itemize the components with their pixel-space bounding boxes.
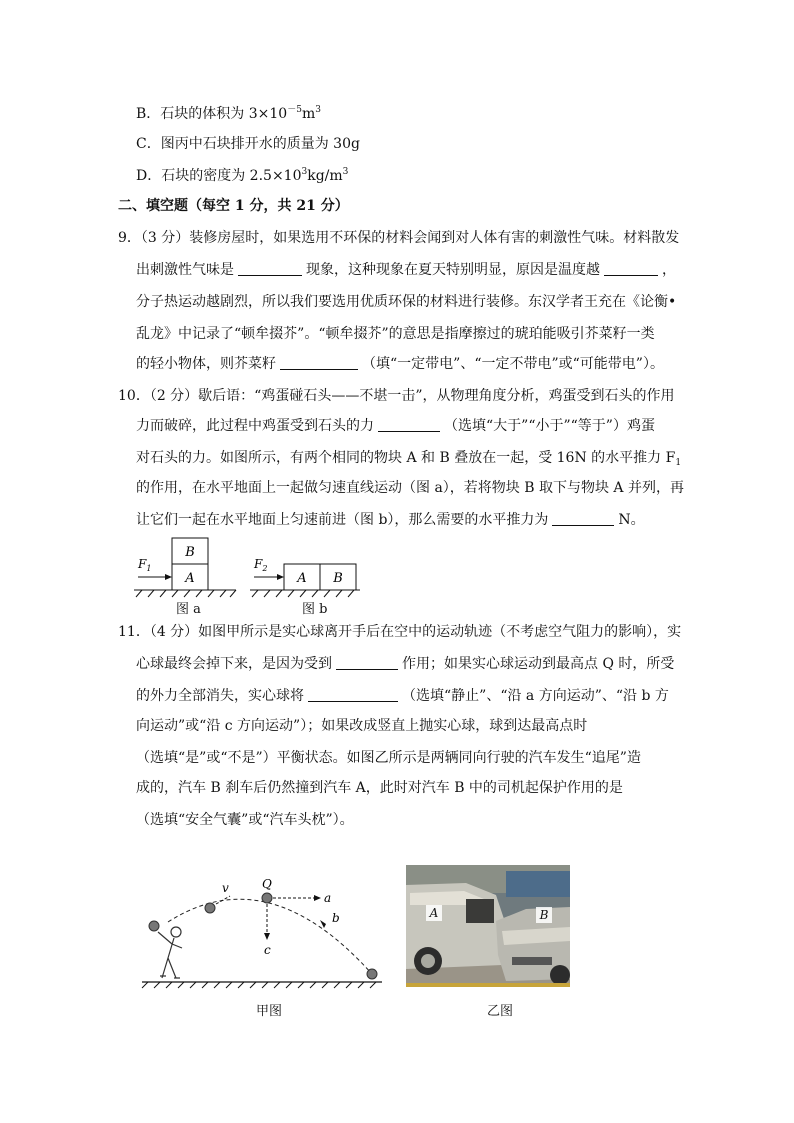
thrower-figure [158, 927, 182, 978]
q10-line-4: 的作用，在水平地面上一起做匀速直线运动（图 a），若将物块 B 取下与物块 A 并列，再 [136, 480, 684, 496]
label-car-b: B [539, 908, 549, 922]
q11-blank-2[interactable] [308, 687, 398, 702]
caption-figure-b: 图 b [302, 602, 328, 617]
q9-blank-3[interactable] [280, 355, 358, 370]
ball-in-hand [149, 921, 159, 931]
label-f1: $F_1$ [138, 557, 152, 573]
ball-at-q [262, 893, 272, 903]
ground-hatch-a [136, 590, 236, 597]
q11-line-7: （选填“安全气囊”或“汽车头枕”）。 [136, 812, 354, 828]
label-a-b: A [297, 571, 307, 586]
ball-moving [205, 903, 215, 913]
ground-hatch-b [252, 590, 354, 597]
ball-landed [367, 969, 377, 979]
collision-photo-drawing [406, 865, 570, 987]
q10-blank-2[interactable] [552, 511, 614, 526]
option-d-text: D．石块的密度为 2.5×10 [136, 168, 302, 184]
q11-line-3: 的外力全部消失，实心球将 （选填“静止”、“沿 a 方向运动”、“沿 b 方 [136, 688, 669, 704]
q9-line-2: 出刺激性气味是 现象，这种现象在夏天特别明显，原因是温度越 ， [136, 262, 676, 278]
section-title: 二、填空题（每空 1 分，共 21 分） [118, 198, 349, 214]
label-a-dir: a [324, 891, 332, 905]
arrow-head-icon [165, 574, 172, 580]
block-figures [130, 534, 370, 598]
q11-line-2: 心球最终会掉下来，是因为受到 作用；如果实心球运动到最高点 Q 时，所受 [136, 656, 675, 672]
q11-line-4: 向运动”或“沿 c 方向运动”）；如果改成竖直上抛实心球，球到达最高点时 [136, 718, 588, 734]
q11-line-5: （选填“是”或“不是”）平衡状态。如图乙所示是两辆同向行驶的汽车发生“追尾”造 [136, 750, 641, 766]
q10-blank-1[interactable] [378, 417, 440, 432]
collision-photo [406, 865, 570, 987]
label-a: A [185, 571, 195, 586]
q10-line-2: 力而破碎，此过程中鸡蛋受到石头的力 （选填“大于”“小于”“等于”）鸡蛋 [136, 418, 655, 434]
option-b: B．石块的体积为 $3\times 10^{-5}m^3$ [136, 105, 321, 122]
q9-line-4: 乱龙》中记录了“顿牟掇芥”。“顿牟掇芥”的意思是指摩擦过的琥珀能吸引芥菜籽一类 [136, 326, 655, 342]
label-f2: $F_2$ [254, 557, 268, 573]
option-d: D．石块的密度为 $2.5\times 10^3kg/m^3$ [136, 167, 349, 184]
label-b-b: B [333, 571, 343, 586]
label-v: v [222, 881, 229, 895]
arrow-head-icon [277, 574, 284, 580]
figure-jia [138, 870, 388, 990]
label-car-a: A [429, 906, 439, 920]
figure-a [134, 538, 236, 597]
caption-jia: 甲图 [256, 1004, 283, 1019]
q10-line-3: 对石头的力。如图所示，有两个相同的物块 A 和 B 叠放在一起，受 16N 的水平推力 $F_1$ [136, 450, 682, 468]
label-b: B [185, 545, 195, 560]
caption-figure-a: 图 a [176, 602, 201, 617]
option-c: C．图丙中石块排开水的质量为 30g [136, 136, 360, 152]
q9-blank-2[interactable] [604, 261, 658, 276]
option-b-text: B．石块的体积为 3×10 [136, 106, 288, 122]
ground-hatch-jia [142, 982, 376, 988]
label-q: Q [262, 877, 272, 891]
figure-b [250, 557, 360, 597]
q11-line-6: 成的，汽车 B 刹车后仍然撞到汽车 A，此时对汽车 B 中的司机起保护作用的是 [136, 780, 623, 796]
q9-line-1: 9．（3 分）装修房屋时，如果选用不环保的材料会闻到对人体有害的刺激性气味。材料散发 [118, 230, 680, 246]
trajectory-path [168, 899, 372, 974]
arrow-head-icon [320, 920, 326, 928]
q9-line-3: 分子热运动越剧烈，所以我们要选用优质环保的材料进行装修。东汉学者王充在《论衡• [136, 294, 677, 310]
caption-yi: 乙图 [487, 1004, 514, 1019]
q11-line-1: 11．（4 分）如图甲所示是实心球离开手后在空中的运动轨迹（不考虑空气阻力的影响），实 [118, 624, 682, 640]
q10-line-1: 10．（2 分）歇后语：“鸡蛋碰石头——不堪一击”，从物理角度分析，鸡蛋受到石头的作用 [118, 388, 675, 404]
q9-blank-1[interactable] [238, 261, 302, 276]
arrow-head-icon [314, 895, 321, 901]
q11-blank-1[interactable] [336, 655, 398, 670]
q10-line-5: 让它们一起在水平地面上匀速前进（图 b），那么需要的水平推力为 N。 [136, 512, 645, 528]
label-c-dir: c [264, 943, 271, 957]
arrow-head-icon [264, 933, 270, 940]
label-b-dir: b [332, 911, 340, 925]
q9-line-5: 的轻小物体，则芥菜籽 （填“一定带电”、“一定不带电”或“可能带电”）。 [136, 356, 664, 372]
